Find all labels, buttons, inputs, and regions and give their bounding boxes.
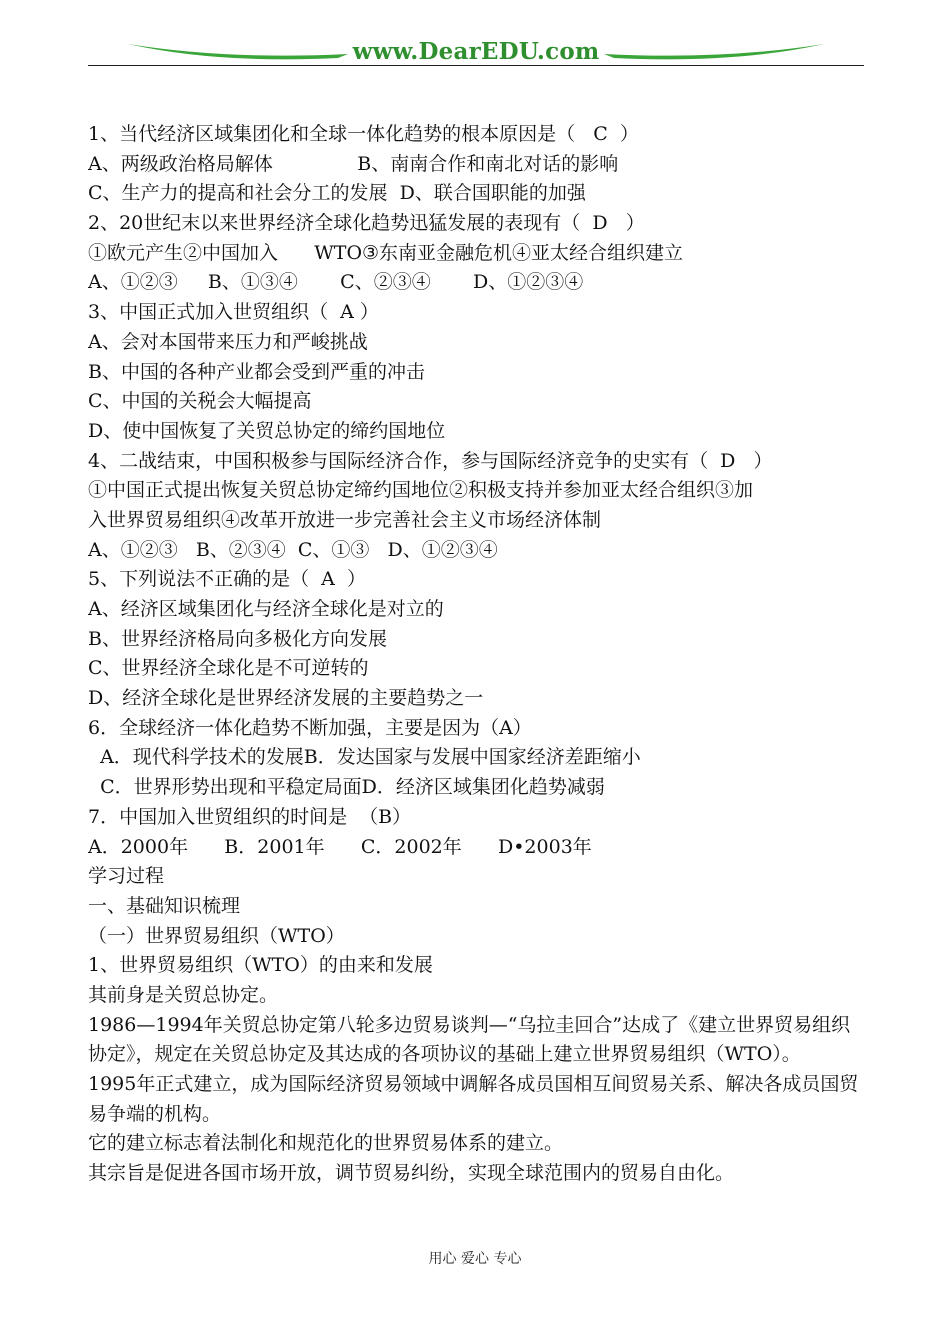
text-line: 1、当代经济区域集团化和全球一体化趋势的根本原因是（ C ） [88, 123, 639, 145]
text-line: A、两级政治格局解体 B、南南合作和南北对话的影响 [88, 152, 619, 175]
text-line: A．2000年 B．2001年 C．2002年 D•2003年 [88, 835, 592, 858]
text-line: A、①②③ B、②③④ C、①③ D、①②③④ [88, 538, 498, 561]
page-footer: 用心 爱心 专心 [428, 1251, 522, 1267]
text-line: A、会对本国带来压力和严峻挑战 [88, 330, 368, 353]
text-line: 3、中国正式加入世贸组织（ A ） [88, 301, 379, 324]
text-line: 入世界贸易组织④改革开放进一步完善社会主义市场经济体制 [88, 508, 602, 531]
paragraph: 1986—1994年关贸总协定第八轮多边贸易谈判—“乌拉圭回合”达成了《建立世界贸易组织协定》，规定在关贸总协定及其达成的各项协议的基础上建立世界贸易组织（WTO）。 [88, 1013, 851, 1066]
paragraph: 1995年正式建立，成为国际经济贸易领域中调解各成员国相互间贸易关系、解决各成员国贸易争端的机构。 [88, 1073, 859, 1125]
text-line: ①中国正式提出恢复关贸总协定缔约国地位②积极支持并参加亚太经合组织③加 [88, 479, 754, 502]
text-line: ①欧元产生②中国加入 WTO③东南亚金融危机④亚太经合组织建立 [88, 241, 684, 264]
text-line: 5、下列说法不正确的是（ A ） [88, 568, 366, 591]
text-line: D、经济全球化是世界经济发展的主要趋势之一 [88, 687, 484, 710]
paragraph: 它的建立标志着法制化和规范化的世界贸易体系的建立。 [88, 1132, 564, 1155]
text-line: D、使中国恢复了关贸总协定的缔约国地位 [88, 419, 446, 442]
document-body [88, 120, 864, 1189]
site-logo-text: www.DearEDU.com [352, 38, 600, 65]
section-heading: 一、基础知识梳理 [88, 894, 241, 917]
text-line: C、世界经济全球化是不可逆转的 [88, 657, 369, 680]
text-line: 其前身是关贸总协定。 [88, 983, 279, 1006]
text-line: C、中国的关税会大幅提高 [88, 390, 312, 413]
section-heading: （一）世界贸易组织（WTO） [88, 924, 345, 947]
text-line: C、生产力的提高和社会分工的发展 D、联合国职能的加强 [88, 182, 586, 205]
text-line: 7．中国加入世贸组织的时间是 （B） [88, 805, 412, 828]
text-line: 2、20世纪末以来世界经济全球化趋势迅猛发展的表现有（ D ） [88, 212, 645, 235]
section-heading: 学习过程 [88, 865, 165, 888]
text-line: A、经济区域集团化与经济全球化是对立的 [88, 598, 444, 620]
text-line: 4、二战结束，中国积极参与国际经济合作，参与国际经济竞争的史实有（ D ） [88, 449, 773, 472]
header-rule [88, 65, 864, 66]
text-line: A．现代科学技术的发展B．发达国家与发展中国家经济差距缩小 [88, 746, 641, 769]
text-line: C．世界形势出现和平稳定局面D．经济区域集团化趋势减弱 [88, 776, 605, 799]
page-header [88, 36, 864, 76]
text-line: A、①②③ B、①③④ C、②③④ D、①②③④ [88, 271, 584, 294]
text-line: 6．全球经济一体化趋势不断加强，主要是因为（A） [88, 716, 532, 739]
section-heading: 1、世界贸易组织（WTO）的由来和发展 [88, 954, 433, 977]
text-line: B、中国的各种产业都会受到严重的冲击 [88, 360, 425, 383]
text-line: B、世界经济格局向多极化方向发展 [88, 627, 387, 650]
paragraph: 其宗旨是促进各国市场开放，调节贸易纠纷，实现全球范围内的贸易自由化。 [88, 1162, 735, 1185]
